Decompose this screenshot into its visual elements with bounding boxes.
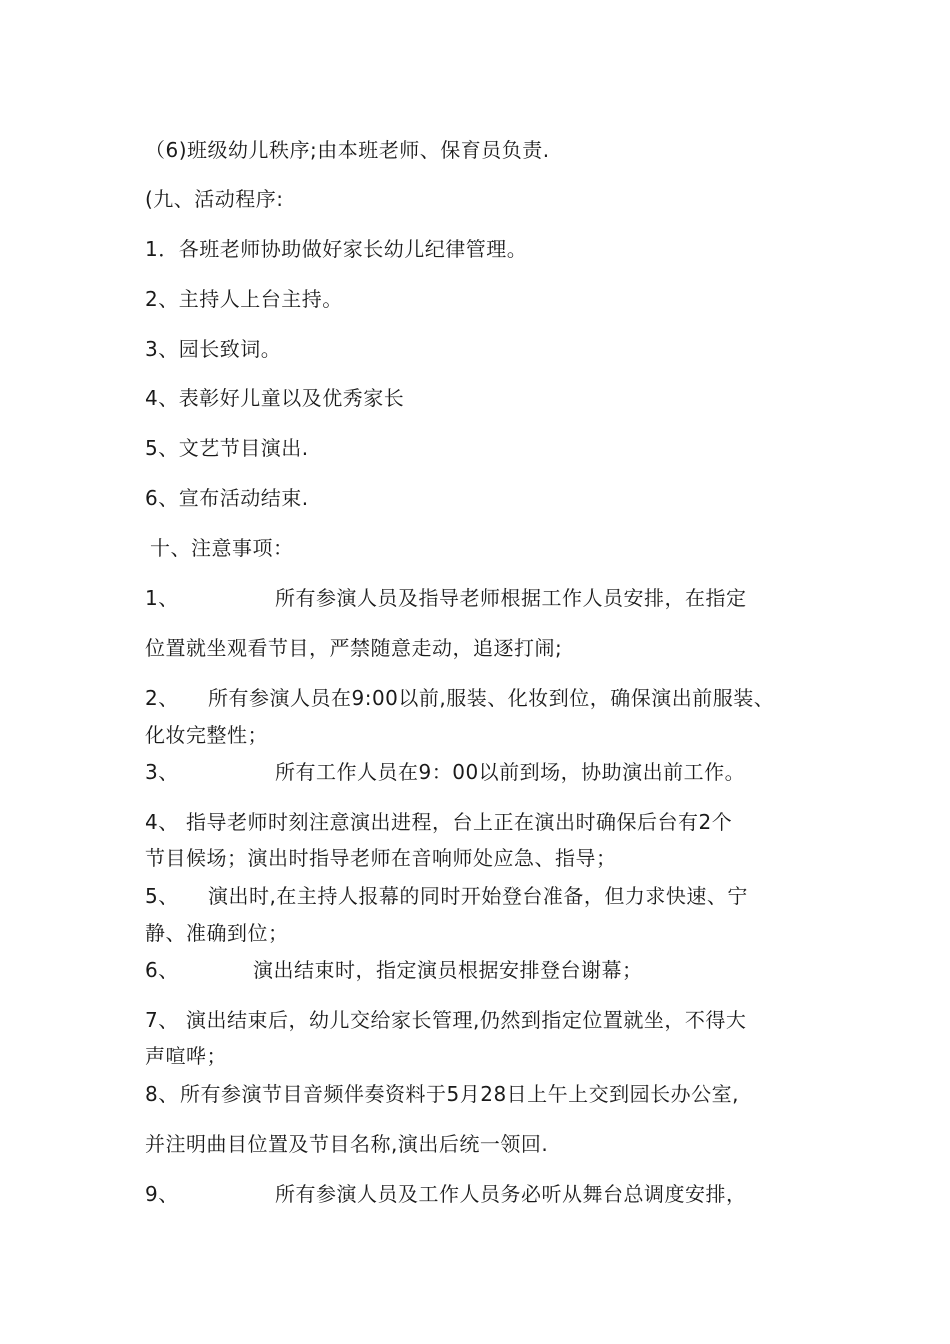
notice-item-7-number: 7、	[145, 1008, 179, 1032]
section-10-heading: 十、注意事项：	[150, 536, 294, 560]
notice-item-8-line-2: 并注明曲目位置及节目名称,演出后统一领回.	[145, 1132, 549, 1156]
notice-item-9-number: 9、	[145, 1182, 179, 1206]
notice-item-4-line-1: 指导老师时刻注意演出进程，台上正在演出时确保后台有2个	[186, 810, 733, 834]
notice-item-7-line-2: 声喧哗；	[145, 1044, 227, 1068]
notice-item-3-line-1: 所有工作人员在9：00以前到场，协助演出前工作。	[275, 760, 746, 784]
notice-item-1-line-2: 位置就坐观看节目，严禁随意走动，追逐打闹;	[145, 636, 563, 660]
notice-item-3-number: 3、	[145, 760, 179, 784]
section-8-item-6: （6)班级幼儿秩序;由本班老师、保育员负责.	[145, 138, 550, 162]
section-9-item-1: 1．各班老师协助做好家长幼儿纪律管理。	[145, 237, 528, 261]
section-9-item-2: 2、主持人上台主持。	[145, 287, 343, 311]
notice-item-8-line-1: 所有参演节目音频伴奏资料于5月28日上午上交到园长办公室,	[180, 1082, 740, 1106]
notice-item-7-line-1: 演出结束后，幼儿交给家长管理,仍然到指定位置就坐，不得大	[186, 1008, 747, 1032]
notice-item-1-line-1: 所有参演人员及指导老师根据工作人员安排，在指定	[275, 586, 747, 610]
section-9-heading: (九、活动程序:	[145, 187, 284, 211]
section-9-item-4: 4、表彰好儿童以及优秀家长	[145, 386, 405, 410]
notice-item-4-number: 4、	[145, 810, 179, 834]
notice-item-5-number: 5、	[145, 884, 179, 908]
section-9-item-6: 6、宣布活动结束.	[145, 486, 309, 510]
notice-item-9-line-1: 所有参演人员及工作人员务必听从舞台总调度安排，	[275, 1182, 747, 1206]
notice-item-6-line-1: 演出结束时，指定演员根据安排登台谢幕；	[253, 958, 643, 982]
notice-item-8-number: 8、	[145, 1082, 179, 1106]
notice-item-5-line-1: 演出时,在主持人报幕的同时开始登台准备，但力求快速、宁	[208, 884, 748, 908]
notice-item-5-line-2: 静、准确到位；	[145, 921, 289, 945]
section-9-item-5: 5、文艺节目演出.	[145, 436, 309, 460]
notice-item-6-number: 6、	[145, 958, 179, 982]
notice-item-2-line-1: 所有参演人员在9:00以前,服装、化妆到位，确保演出前服装、	[208, 686, 775, 710]
section-9-item-3: 3、园长致词。	[145, 337, 282, 361]
notice-item-2-number: 2、	[145, 686, 179, 710]
notice-item-2-line-2: 化妆完整性；	[145, 723, 268, 747]
notice-item-4-line-2: 节目候场；演出时指导老师在音响师处应急、指导；	[145, 846, 617, 870]
notice-item-1-number: 1、	[145, 586, 179, 610]
